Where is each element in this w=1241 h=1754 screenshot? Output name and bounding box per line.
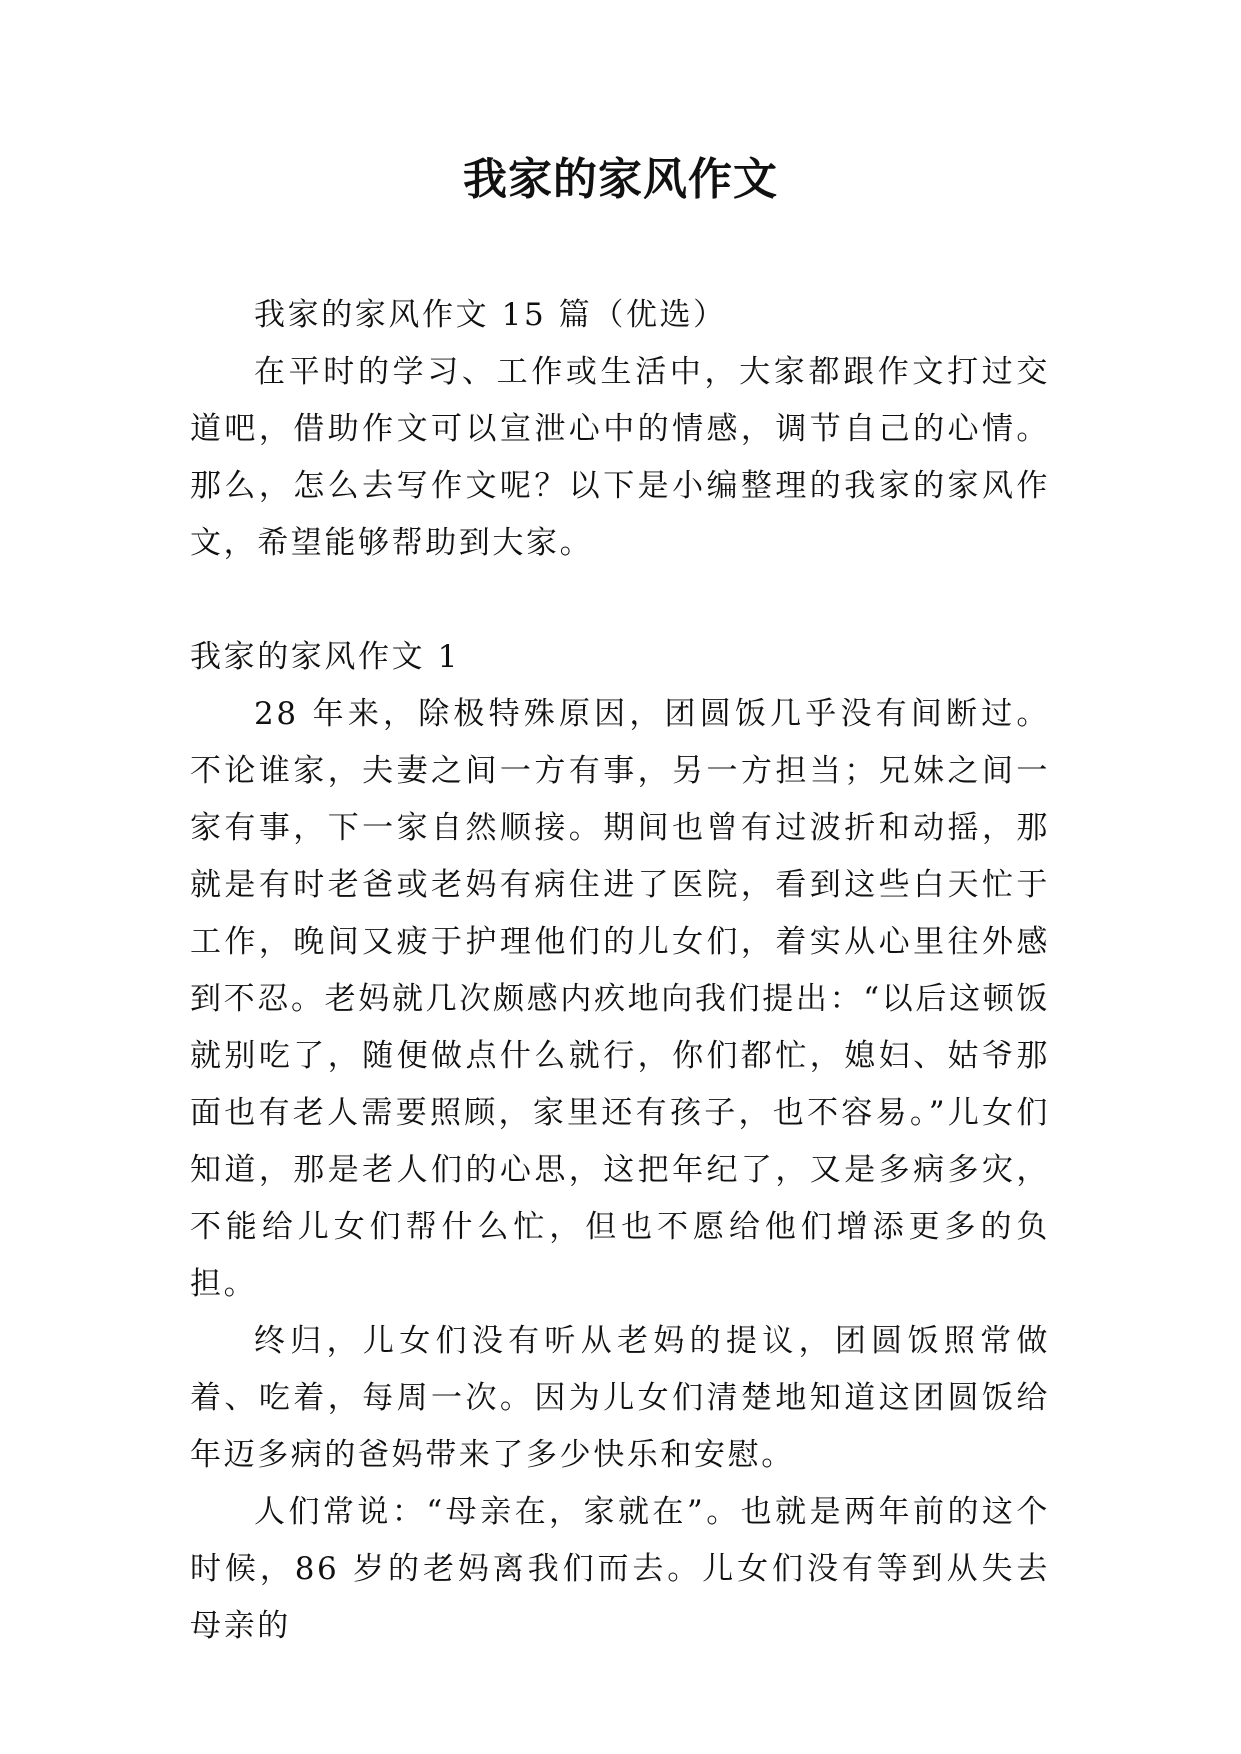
body-paragraph-1: 28 年来，除极特殊原因，团圆饭几乎没有间断过。不论谁家，夫妻之间一方有事，另一方担当；兄妹之间一家有事，下一家自然顺接。期间也曾有过波折和动摇，那就是有时老爸或老妈有病住进了医院，看到这些白天忙于工作，晚间又疲于护理他们的儿女们，着实从心里往外感到不忍。老妈就几次颇感内疚地向我们提出：“以后这顿饭就别吃了，随便做点什么就行，你们都忙，媳妇、姑爷那面也有老人需要照顾，家里还有孩子，也不容易。”儿女们知道，那是老人们的心思，这把年纪了，又是多病多灾，不能给儿女们帮什么忙，但也不愿给他们增添更多的负担。 [190,696,1050,1302]
document-title: 我家的家风作文 [463,154,778,205]
body-paragraph-3: 人们常说：“母亲在，家就在”。也就是两年前的这个时候，86 岁的老妈离我们而去。儿女们没有等到从失去母亲的 [190,1494,1050,1644]
body-paragraph-2: 终归，儿女们没有听从老妈的提议，团圆饭照常做着、吃着，每周一次。因为儿女们清楚地知道这团圆饭给年迈多病的爸妈带来了多少快乐和安慰。 [190,1323,1050,1473]
document-subtitle: 我家的家风作文 15 篇（优选） [254,297,727,333]
intro-paragraph: 在平时的学习、工作或生活中，大家都跟作文打过交道吧，借助作文可以宣泄心中的情感，调节自己的心情。那么，怎么去写作文呢？以下是小编整理的我家的家风作文，希望能够帮助到大家。 [190,354,1050,561]
document-body [190,287,1050,1655]
paragraph-spacer [190,572,1050,629]
section-heading: 我家的家风作文 1 [190,639,460,675]
